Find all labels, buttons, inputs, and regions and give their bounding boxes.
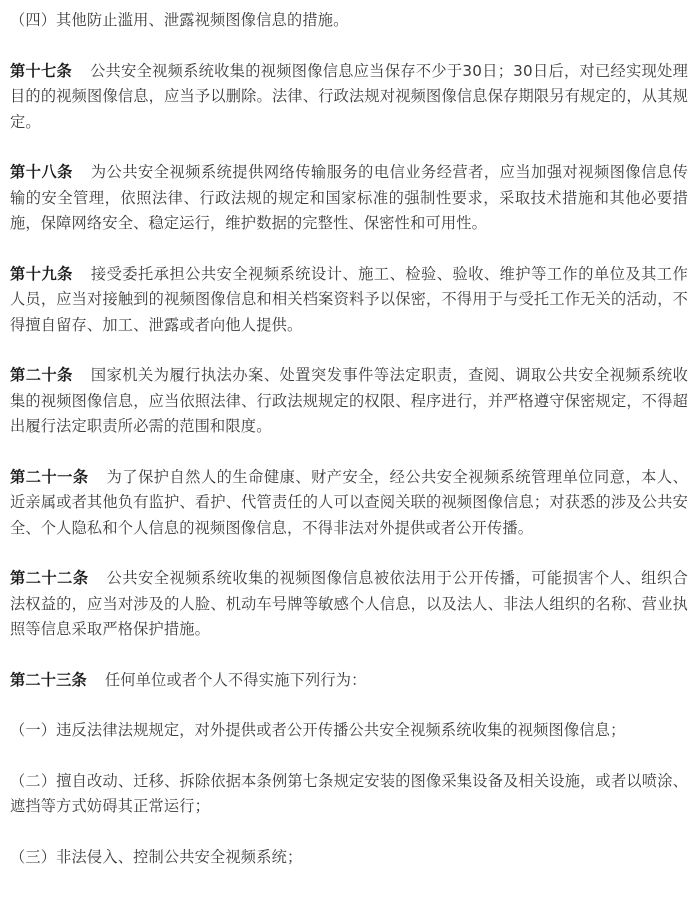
list-item: （二）擅自改动、迁移、拆除依据本条例第七条规定安装的图像采集设备及相关设施，或者以喷涂、遮挡等方式妨碍其正常运行；: [10, 771, 688, 815]
article-21: [10, 465, 688, 542]
intro-clause: （四）其他防止滥用、泄露视频图像信息的措施。: [10, 11, 349, 29]
article-number: 第十九条: [10, 264, 73, 283]
article-number: 第二十一条: [10, 467, 89, 486]
article-text: 为了保护自然人的生命健康、财产安全，经公共安全视频系统管理单位同意，本人、近亲属或者其他负有监护、看护、代管责任的人可以查阅关联的视频图像信息；对获悉的涉及公共安全、个人隐私和个人信息的视频图像信息，不得非法对外提供或者公开传播。: [10, 467, 689, 537]
article-17: [10, 59, 688, 136]
list-item: （一）违反法律法规规定，对外提供或者公开传播公共安全视频系统收集的视频图像信息；: [10, 721, 626, 739]
article-23: [10, 668, 688, 694]
list-item: （三）非法侵入、控制公共安全视频系统；: [10, 847, 303, 866]
article-text: 为公共安全视频系统提供网络传输服务的电信业务经营者，应当加强对视频图像信息传输的安全管理，依照法律、行政法规的规定和国家标准的强制性要求，采取技术措施和其他必要措施，保障网络安全、稳定运行，维护数据的完整性、保密性和可用性。: [10, 163, 688, 232]
article-number: 第二十二条: [10, 569, 89, 587]
article-text: 公共安全视频系统收集的视频图像信息被依法用于公开传播，可能损害个人、组织合法权益的，应当对涉及的人脸、机动车号牌等敏感个人信息，以及法人、非法人组织的名称、营业执照等信息采取严格保护措施。: [10, 569, 689, 638]
article-text: 任何单位或者个人不得实施下列行为：: [104, 670, 367, 689]
article-22: [10, 566, 688, 643]
article-text: 国家机关为履行执法办案、处置突发事件等法定职责，查阅、调取公共安全视频系统收集的视频图像信息，应当依照法律、行政法规规定的权限、程序进行，并严格遵守保密规定，不得超出履行法定职责所必需的范围和限度。: [10, 366, 688, 435]
article-number: 第二十条: [10, 366, 73, 384]
article-number: 第十七条: [10, 61, 73, 80]
article-number: 第十八条: [10, 163, 73, 181]
article-text: 接受委托承担公共安全视频系统设计、施工、检验、验收、维护等工作的单位及其工作人员，应当对接触到的视频图像信息和相关档案资料予以保密，不得用于与受托工作无关的活动，不得擅自留存、加工、泄露或者向他人提供。: [10, 264, 688, 334]
article-text: 公共安全视频系统收集的视频图像信息应当保存不少于30日；30日后，对已经实现处理目的的视频图像信息，应当予以删除。法律、行政法规对视频图像信息保存期限另有规定的，从其规定。: [10, 61, 688, 131]
article-20: [10, 363, 688, 440]
article-number: 第二十三条: [10, 670, 87, 689]
article-18: [10, 160, 688, 237]
article-19: [10, 262, 688, 339]
